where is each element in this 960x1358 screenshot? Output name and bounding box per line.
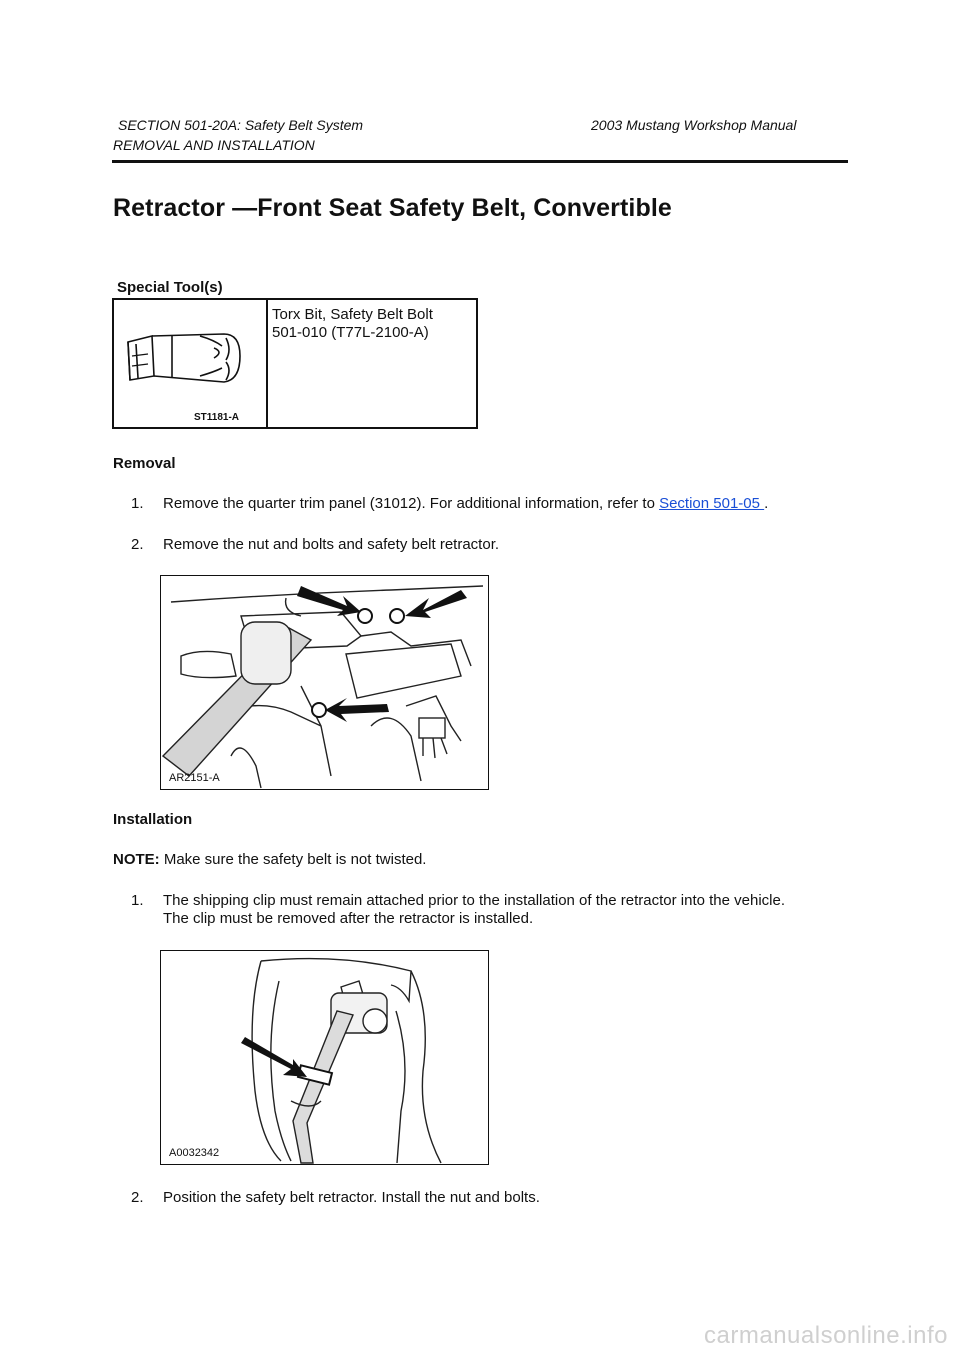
installation-note	[113, 851, 426, 868]
section-501-05-link[interactable]: Section 501-05	[659, 495, 765, 512]
electrical-connector	[419, 718, 445, 738]
step-text	[163, 495, 768, 513]
tool-description	[272, 306, 433, 342]
bolt-icon	[358, 609, 372, 623]
step-text-line-1: The shipping clip must remain attached prior to the installation of the retractor into the vehicle.	[163, 892, 785, 909]
step-number: 1.	[131, 892, 144, 909]
removal-figure-label: AR2151-A	[169, 772, 220, 784]
step-number: 2.	[131, 1189, 144, 1206]
special-tools-table	[112, 298, 478, 429]
installation-figure-label: A0032342	[169, 1147, 220, 1159]
step-number: 2.	[131, 536, 144, 553]
tool-figure-label: ST1181-A	[194, 412, 240, 423]
header-subheading: REMOVAL AND INSTALLATION	[113, 137, 315, 153]
step-text-body: Remove the quarter trim panel (31012). For additional information, refer to	[163, 495, 660, 512]
arrow-icon	[297, 586, 361, 616]
header-rule	[112, 160, 848, 163]
arrow-icon	[241, 1037, 307, 1077]
safety-belt-webbing	[293, 1011, 353, 1163]
arrow-icon	[325, 698, 389, 722]
tool-number: 501-010 (T77L-2100-A)	[272, 324, 429, 341]
bolt-icon	[390, 609, 404, 623]
header-section: SECTION 501-20A: Safety Belt System	[118, 117, 364, 133]
step-text-end: .	[764, 495, 769, 512]
watermark: carmanualsonline.info	[704, 1322, 948, 1349]
torx-bit-illustration	[114, 300, 266, 427]
retractor-spool	[363, 1009, 387, 1033]
step-text: Remove the nut and bolts and safety belt retractor.	[163, 536, 500, 553]
page-title: Retractor —Front Seat Safety Belt, Convertible	[113, 194, 672, 222]
step-number: 1.	[131, 495, 144, 512]
shipping-clip-illustration	[161, 951, 488, 1164]
special-tools-heading: Special Tool(s)	[117, 279, 223, 296]
arrow-icon	[405, 590, 467, 618]
removal-figure	[160, 575, 489, 790]
nut-icon	[312, 703, 326, 717]
note-text: Make sure the safety belt is not twisted.	[159, 851, 427, 868]
retractor-body	[241, 622, 291, 684]
header-manual: 2003 Mustang Workshop Manual	[591, 117, 797, 133]
step-text: Position the safety belt retractor. Install the nut and bolts.	[163, 1189, 540, 1206]
installation-heading: Installation	[113, 811, 193, 828]
removal-heading: Removal	[113, 455, 176, 472]
note-label: NOTE:	[113, 851, 160, 868]
step-text-line-2: The clip must be removed after the retractor is installed.	[163, 910, 534, 927]
retractor-removal-illustration	[161, 576, 488, 789]
tool-name: Torx Bit, Safety Belt Bolt	[272, 306, 433, 323]
tool-illustration-cell	[114, 300, 268, 427]
installation-figure	[160, 950, 489, 1165]
